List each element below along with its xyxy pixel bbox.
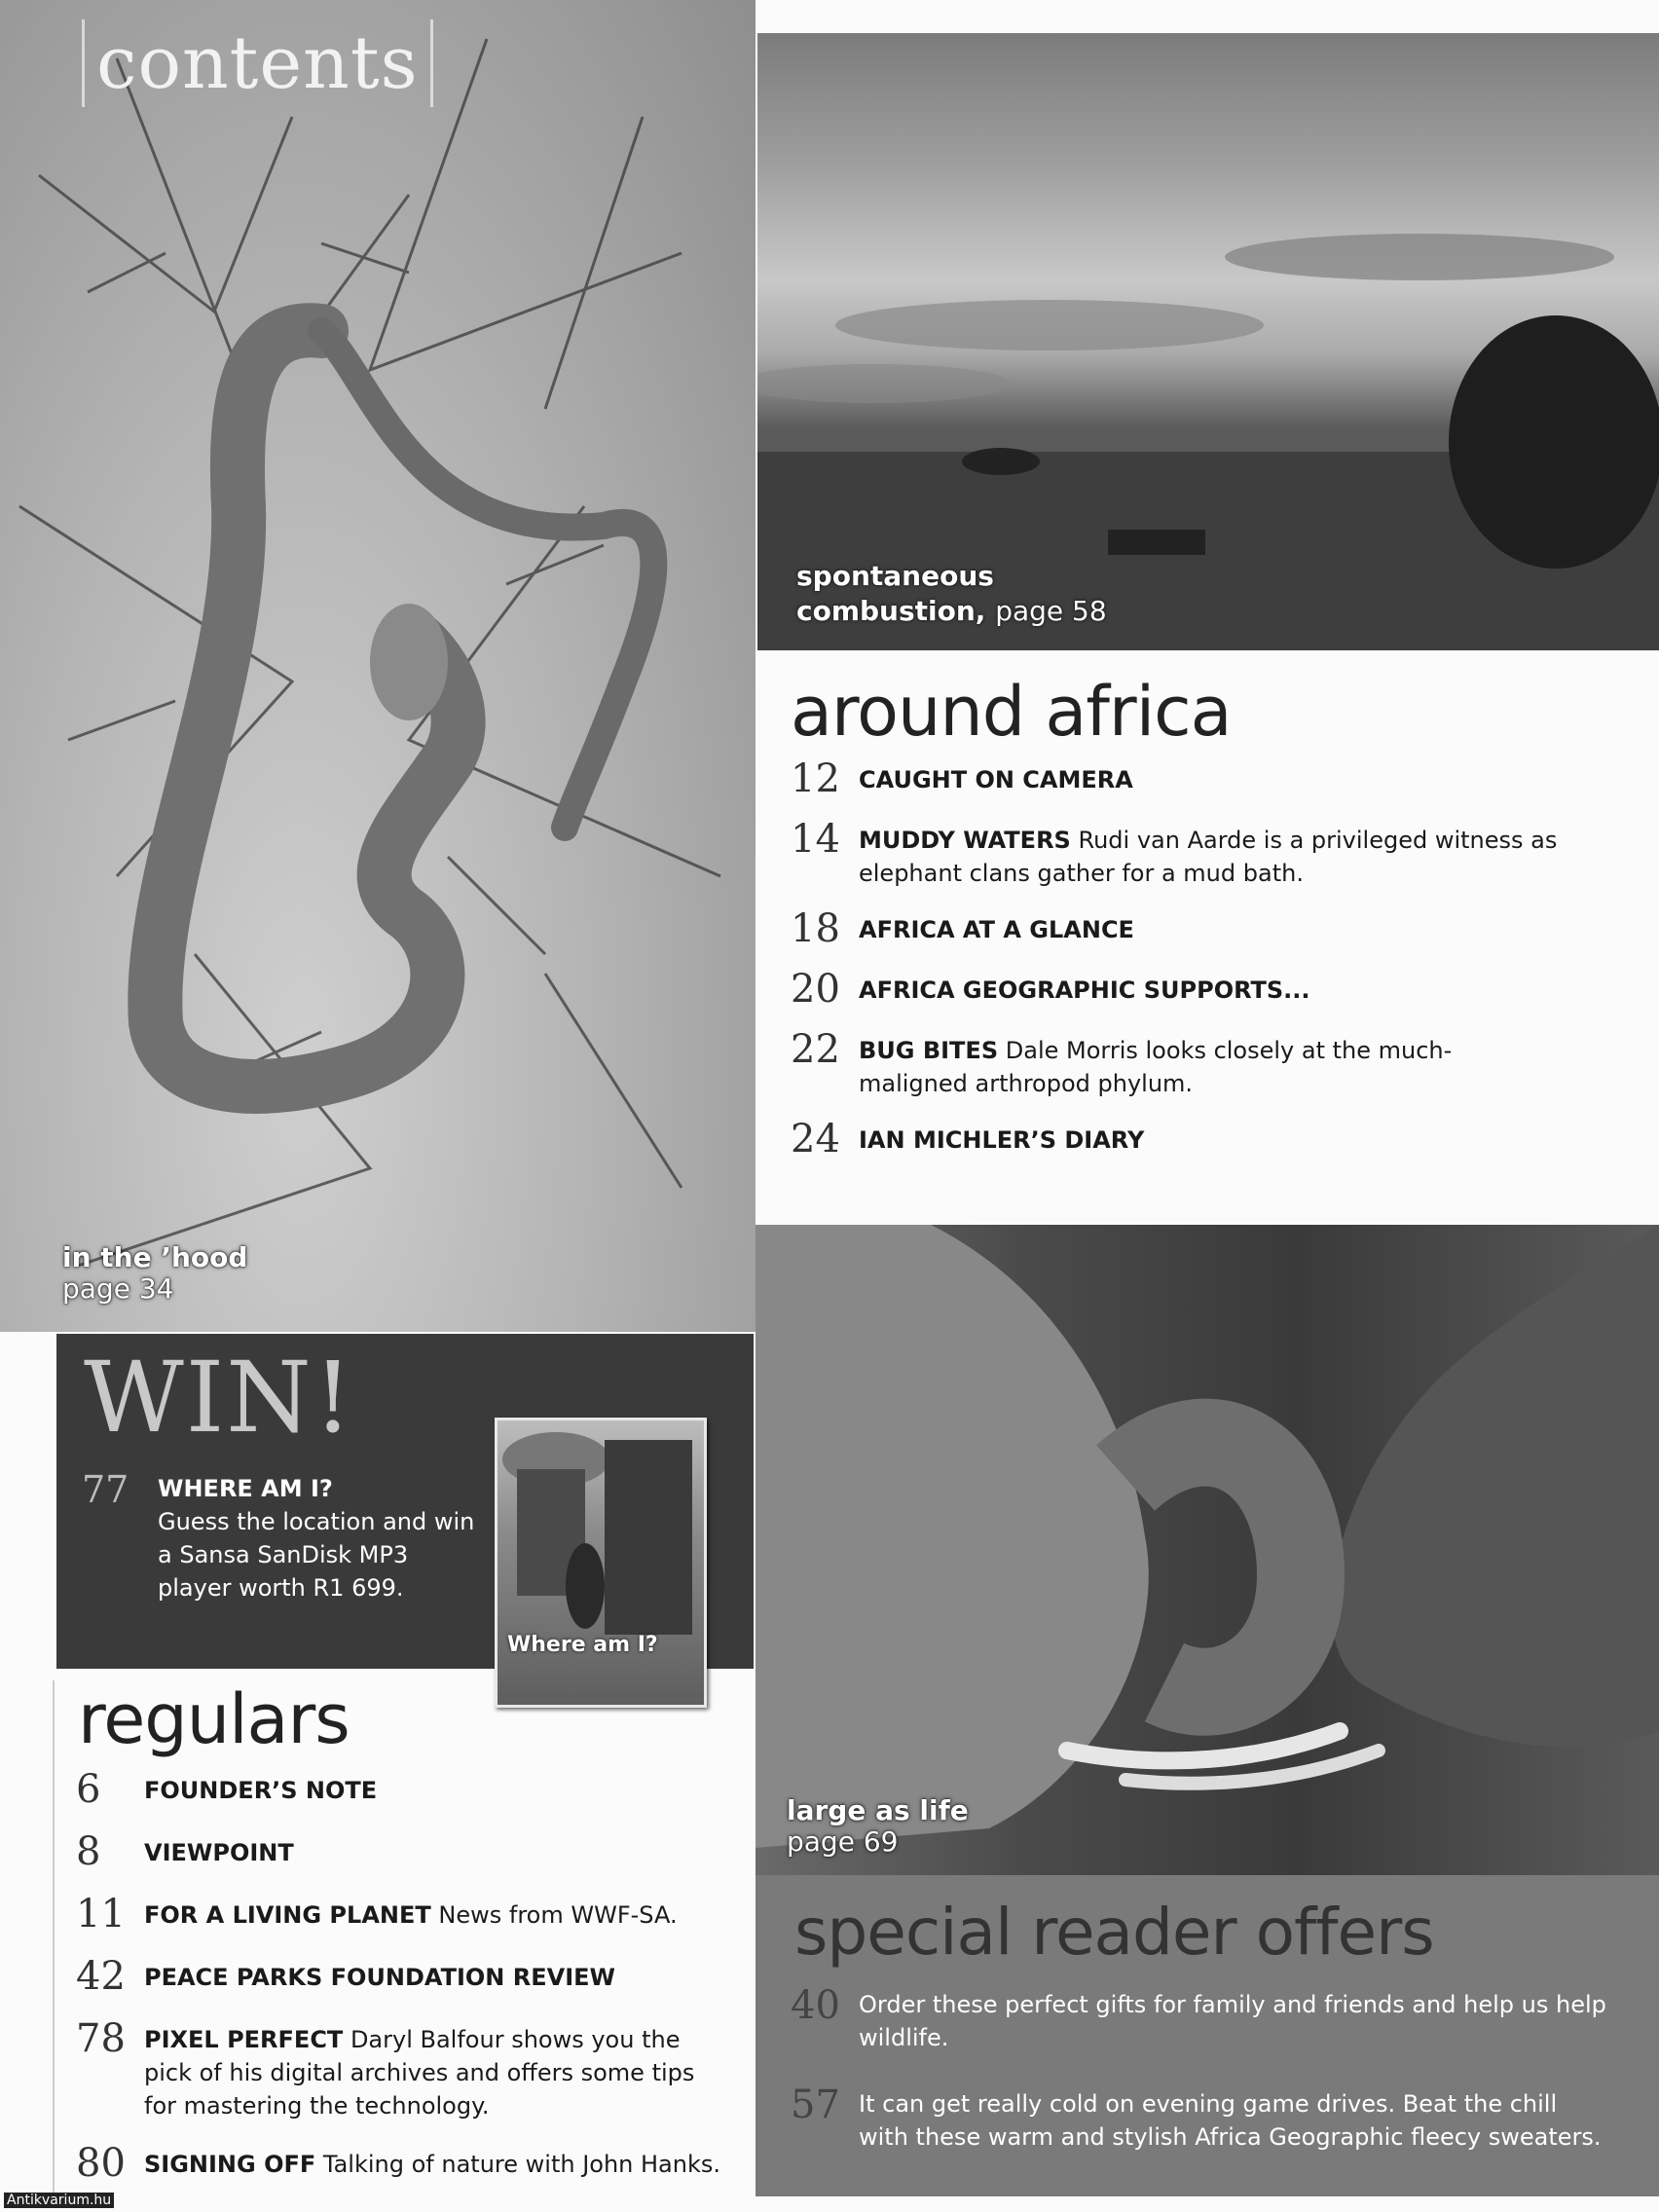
entry-description: Rudi van Aarde is a privileged witness as elephant clans gather for a mud bath.: [859, 827, 1558, 887]
page-number: 40: [791, 1983, 840, 2028]
page-number: 6: [76, 1767, 101, 1812]
toc-entry[interactable]: [791, 1028, 1647, 1100]
snake-caption-page: page 34: [62, 1272, 174, 1305]
entry-heading: VIEWPOINT: [144, 1839, 294, 1866]
entry-description: Daryl Balfour shows you the pick of his digital archives and offers some tips for mastering the technology.: [144, 2026, 695, 2120]
toc-entry[interactable]: [76, 2017, 756, 2122]
around-africa-title: around africa: [791, 672, 1232, 752]
offer-item[interactable]: [791, 2083, 1608, 2154]
page-number: 8: [76, 1829, 101, 1874]
toc-entry[interactable]: [76, 1893, 756, 1936]
offer-item[interactable]: [791, 1984, 1608, 2054]
toc-entry[interactable]: [791, 1118, 1647, 1161]
thumbnail-label: Where am I?: [507, 1633, 658, 1657]
page-number: 20: [791, 967, 840, 1012]
elephant-caption-page: page 69: [787, 1825, 899, 1858]
savanna-caption-line2: combustion,: [796, 595, 986, 627]
regulars-section: [53, 1680, 756, 2206]
entry-heading: PEACE PARKS FOUNDATION REVIEW: [144, 1964, 615, 1991]
page-number: 42: [76, 1954, 126, 1999]
toc-entry[interactable]: [76, 2142, 756, 2185]
special-reader-offers-section: [756, 1875, 1659, 2196]
toc-entry[interactable]: [791, 968, 1647, 1011]
around-africa-section: [791, 672, 1647, 1217]
savanna-caption-line1: spontaneous: [796, 560, 994, 592]
entry-description: Dale Morris looks closely at the much-maligned arthropod phylum.: [859, 1037, 1453, 1097]
page-number: 18: [791, 906, 840, 951]
entry-description: Guess the location and win a Sansa SanDisk MP3 player worth R1 699.: [158, 1508, 475, 1602]
toc-entry[interactable]: [791, 757, 1647, 800]
toc-entry[interactable]: [791, 818, 1647, 890]
elephant-photo: [756, 1225, 1659, 1877]
savanna-caption-page: page 58: [995, 595, 1107, 627]
win-entry[interactable]: [158, 1472, 479, 1604]
page-number: 80: [76, 2141, 126, 2186]
watermark: Antikvarium.hu: [4, 2193, 114, 2208]
entry-description: News from WWF-SA.: [438, 1901, 678, 1929]
toc-entry[interactable]: [791, 907, 1647, 950]
entry-heading: PIXEL PERFECT: [144, 2026, 344, 2053]
page-number: 57: [791, 2083, 840, 2127]
entry-heading: IAN MICHLER’S DIARY: [859, 1126, 1145, 1154]
toc-entry[interactable]: [76, 1830, 756, 1873]
toc-entry[interactable]: [76, 1768, 756, 1811]
snake-caption-title: in the ’hood: [62, 1241, 248, 1273]
elephant-caption-title: large as life: [787, 1794, 969, 1826]
savanna-illustration: [757, 33, 1659, 650]
offer-description: Order these perfect gifts for family and friends and help us help wildlife.: [859, 1991, 1606, 2051]
win-box: [56, 1334, 754, 1669]
page-number: 11: [76, 1892, 126, 1936]
snake-caption: [62, 1242, 247, 1305]
page-number: 77: [82, 1468, 129, 1511]
page-number: 14: [791, 817, 840, 862]
snake-illustration: [0, 0, 756, 1332]
entry-heading: SIGNING OFF: [144, 2151, 316, 2178]
elephant-caption: [787, 1795, 969, 1858]
page-number: 24: [791, 1117, 840, 1161]
toc-entry[interactable]: [76, 1955, 756, 1998]
savanna-caption: [796, 559, 1107, 629]
page-number: 12: [791, 756, 840, 801]
offers-title: special reader offers: [794, 1895, 1434, 1970]
page-number: 22: [791, 1027, 840, 1072]
entry-heading: AFRICA AT A GLANCE: [859, 916, 1134, 943]
entry-heading: AFRICA GEOGRAPHIC SUPPORTS...: [859, 977, 1310, 1004]
entry-heading: WHERE AM I?: [158, 1475, 333, 1502]
where-am-i-thumbnail: [495, 1418, 707, 1708]
page-title: contents: [82, 19, 433, 107]
thumbnail-illustration: [498, 1420, 704, 1705]
elephant-illustration: [756, 1225, 1659, 1877]
entry-heading: FOUNDER’S NOTE: [144, 1777, 378, 1804]
page-number: 78: [76, 2016, 126, 2061]
snake-photo: [0, 0, 756, 1332]
savanna-photo: [757, 33, 1659, 650]
win-title: WIN!: [84, 1341, 354, 1455]
entry-description: Talking of nature with John Hanks.: [322, 2151, 720, 2178]
entry-heading: MUDDY WATERS: [859, 827, 1071, 854]
offer-description: It can get really cold on evening game drives. Beat the chill with these warm and stylish Africa Geographic fleecy sweaters.: [859, 2090, 1602, 2151]
entry-heading: BUG BITES: [859, 1037, 999, 1064]
entry-heading: CAUGHT ON CAMERA: [859, 766, 1133, 793]
entry-heading: FOR A LIVING PLANET: [144, 1901, 431, 1929]
regulars-title: regulars: [78, 1679, 350, 1759]
